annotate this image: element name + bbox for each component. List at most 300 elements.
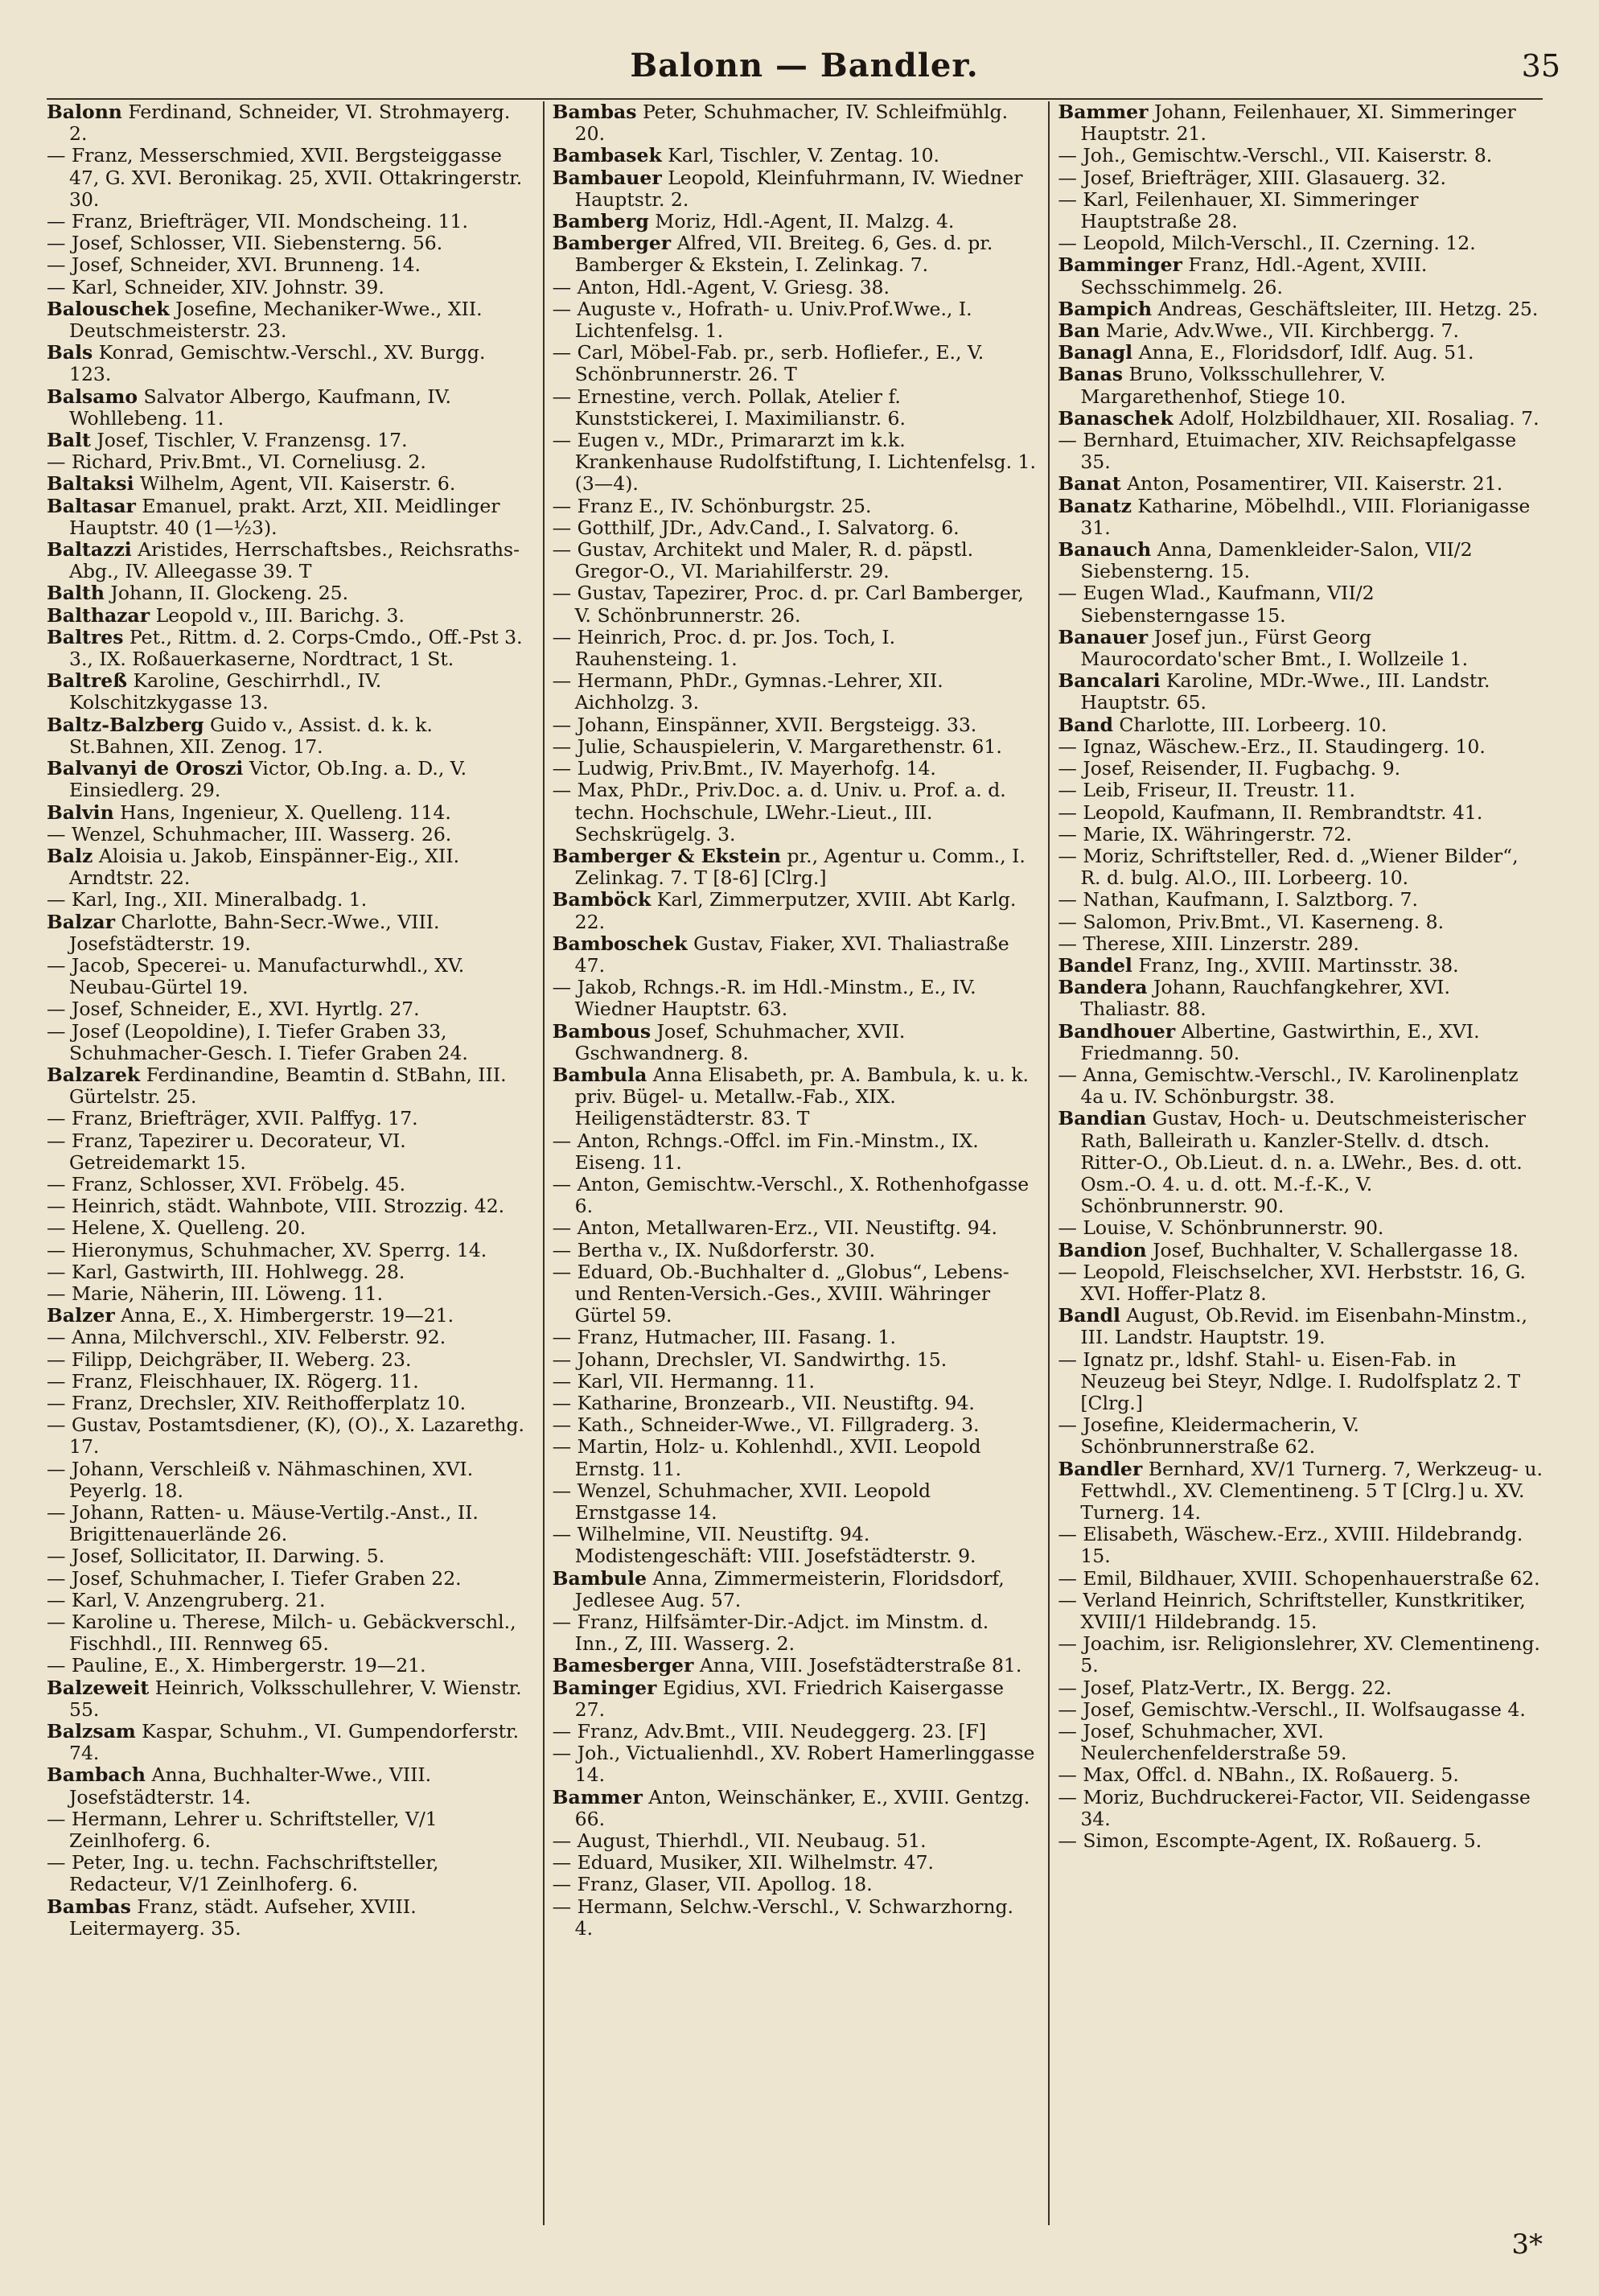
directory-entry — [47, 1545, 532, 1567]
entry-text: Aloisia u. Jakob, Einspänner-Eig., XII. Arndtstr. 22. — [69, 844, 460, 890]
directory-entry — [1058, 539, 1543, 582]
directory-entry — [1058, 496, 1543, 539]
entry-text: — Gustav, Architekt und Maler, R. d. päpstl. Gregor-O., VI. Mariahilferstr. 29. — [552, 538, 974, 583]
entry-surname: Balzeweit — [47, 1676, 150, 1699]
directory-entry — [553, 582, 1038, 626]
directory-entry — [553, 1327, 1038, 1348]
entry-text: Andreas, Geschäftsleiter, III. Hetzg. 25. — [1152, 297, 1539, 320]
entry-surname: Balt — [47, 429, 91, 452]
column-2 — [543, 101, 1038, 2225]
directory-entry — [1058, 846, 1543, 889]
entry-text: — Auguste v., Hofrath- u. Univ.Prof.Wwe., I. Lichtenfelsg. 1. — [552, 297, 972, 343]
entry-surname: Bampich — [1058, 297, 1153, 320]
entry-text: — Karl, V. Anzengruberg. 21. — [47, 1588, 326, 1611]
entry-text: — Carl, Möbel-Fab. pr., serb. Hofliefer., E., V. Schönbrunnerstr. 26. T — [552, 341, 984, 386]
directory-entry — [1058, 802, 1543, 824]
entry-surname: Bambas — [47, 1895, 131, 1918]
directory-entry — [47, 211, 532, 232]
entry-text: Ferdinand, Schneider, VI. Strohmayerg. 2. — [69, 101, 511, 146]
entry-text: Katharine, Möbelhdl., VIII. Florianigasse 31. — [1080, 494, 1531, 539]
entry-surname: Baltaksi — [47, 472, 134, 496]
directory-entry — [553, 145, 1038, 167]
entry-text: — Franz E., IV. Schönburgstr. 25. — [552, 494, 872, 517]
entry-text: — Heinrich, städt. Wahnbote, VIII. Strozzig. 42. — [47, 1195, 505, 1218]
directory-entry — [47, 1393, 532, 1414]
entry-text: — Julie, Schauspielerin, V. Margarethenstr. 61. — [552, 734, 1002, 758]
entry-surname: Baminger — [552, 1676, 657, 1699]
entry-surname: Bals — [47, 341, 93, 364]
entry-text: Karoline, MDr.-Wwe., III. Landstr. Hauptstr. 65. — [1080, 669, 1490, 714]
entry-text: — Simon, Escompte-Agent, IX. Roßauerg. 5. — [1058, 1829, 1482, 1853]
directory-entry — [47, 714, 532, 758]
directory-entry — [47, 1021, 532, 1064]
directory-entry — [553, 1217, 1038, 1239]
directory-entry — [47, 232, 532, 254]
directory-entry — [1058, 473, 1543, 495]
directory-entry — [1058, 758, 1543, 780]
directory-entry — [553, 1611, 1038, 1655]
directory-entry — [553, 627, 1038, 670]
entry-surname: Bambula — [552, 1063, 647, 1086]
directory-entry — [1058, 1349, 1543, 1415]
directory-entry — [47, 386, 532, 430]
directory-entry — [1058, 1699, 1543, 1721]
directory-entry — [1058, 1021, 1543, 1064]
directory-entry — [1058, 430, 1543, 473]
directory-entry — [47, 1217, 532, 1239]
entry-text: — Max, PhDr., Priv.Doc. a. d. Univ. u. Prof. a. d. techn. Hochschule, LWehr.-Lieut., III. Sechskrügelg. 3. — [552, 779, 1006, 846]
entry-text: — Franz, Tapezirer u. Decorateur, VI. Getreidemarkt 15. — [47, 1129, 406, 1174]
entry-text: — Helene, X. Quelleng. 20. — [47, 1216, 306, 1240]
entry-surname: Bamberger — [552, 232, 672, 255]
directory-entry — [47, 1064, 532, 1108]
entry-text: — Franz, Adv.Bmt., VIII. Neudeggerg. 23. [F] — [552, 1720, 987, 1743]
directory-entry — [553, 1721, 1038, 1743]
entry-text: — Hermann, Selchw.-Verschl., V. Schwarzhorng. 4. — [552, 1895, 1013, 1940]
directory-entry — [47, 1852, 532, 1895]
entry-surname: Bandion — [1058, 1238, 1147, 1261]
entry-text: Anna, VIII. Josefstädterstraße 81. — [693, 1654, 1022, 1677]
entry-text: — Elisabeth, Wäschew.-Erz., XVIII. Hildebrandg. 15. — [1058, 1523, 1523, 1568]
directory-entry — [1058, 1240, 1543, 1261]
entry-text: Bernhard, XV/1 Turnerg. 7, Werkzeug- u. Fettwhdl., XV. Clementineng. 5 T [Clrg.] u. XV. Turnerg. 14. — [1080, 1457, 1543, 1524]
directory-entry — [553, 298, 1038, 342]
entry-surname: Band — [1058, 713, 1113, 736]
entry-text: Heinrich, Volksschullehrer, V. Wienstr. 55. — [69, 1676, 522, 1721]
entry-text: Charlotte, III. Lorbeerg. 10. — [1112, 713, 1387, 736]
entry-surname: Ban — [1058, 319, 1100, 343]
entry-text: — Johann, Ratten- u. Mäuse-Vertilg.-Anst., II. Brigittenauerlände 26. — [47, 1501, 479, 1546]
entry-text: Salvator Albergo, Kaufmann, IV. Wohllebeng. 11. — [69, 385, 452, 430]
directory-entry — [1058, 1459, 1543, 1524]
entry-text: Alfred, VII. Breiteg. 6, Ges. d. pr. Bamberger & Ekstein, I. Zelinkag. 7. — [574, 232, 993, 277]
entry-text: Josefine, Mechaniker-Wwe., XII. Deutschmeisterstr. 23. — [69, 297, 483, 343]
entry-text: — Josef (Leopoldine), I. Tiefer Graben 33, Schuhmacher-Gesch. I. Tiefer Graben 24. — [47, 1019, 468, 1064]
directory-entry — [1058, 1590, 1543, 1633]
directory-entry — [1058, 955, 1543, 977]
directory-entry — [47, 1195, 532, 1217]
entry-text: — Josef, Schlosser, VII. Siebensterng. 56. — [47, 232, 443, 255]
directory-entry — [47, 1261, 532, 1283]
entry-text: — Josef, Reisender, II. Fugbachg. 9. — [1058, 757, 1401, 780]
entry-text: — Salomon, Priv.Bmt., VI. Kaserneng. 8. — [1058, 910, 1445, 933]
directory-entry — [47, 1283, 532, 1305]
entry-surname: Bamminger — [1058, 253, 1182, 277]
entry-surname: Banauch — [1058, 538, 1152, 562]
directory-entry — [47, 605, 532, 627]
directory-entry — [553, 1240, 1038, 1261]
entry-text: Moriz, Hdl.-Agent, II. Malzg. 4. — [648, 210, 955, 233]
directory-entry — [1058, 254, 1543, 298]
entry-surname: Balthazar — [47, 603, 150, 627]
directory-entry — [553, 1568, 1038, 1611]
directory-entry — [1058, 1064, 1543, 1108]
entry-surname: Bandl — [1058, 1304, 1120, 1327]
page-title: Balonn — Bandler. — [630, 47, 979, 84]
entry-text: Anna, Zimmermeisterin, Floridsdorf, Jedlesee Aug. 57. — [574, 1566, 1005, 1611]
directory-entry — [1058, 627, 1543, 670]
directory-entry — [553, 167, 1038, 211]
directory-entry — [47, 145, 532, 211]
entry-text: — Eduard, Musiker, XII. Wilhelmstr. 47. — [552, 1851, 935, 1874]
entry-surname: Balonn — [47, 101, 122, 123]
directory-entry — [47, 802, 532, 824]
directory-entry — [1058, 1217, 1543, 1239]
directory-entry — [553, 977, 1038, 1020]
entry-text: — Josef, Schuhmacher, XVI. Neulerchenfelderstraße 59. — [1058, 1720, 1347, 1765]
entry-text: — Filipp, Deichgräber, II. Weberg. 23. — [47, 1348, 412, 1371]
entry-text: Johann, Feilenhauer, XI. Simmeringer Hauptstr. 21. — [1080, 101, 1516, 146]
directory-entry — [553, 277, 1038, 298]
directory-entry — [553, 539, 1038, 582]
directory-entry — [47, 670, 532, 714]
entry-text: — Leib, Friseur, II. Treustr. 11. — [1058, 779, 1355, 802]
entry-text: Egidius, XVI. Friedrich Kaisergasse 27. — [574, 1676, 1005, 1721]
entry-text: — Johann, Verschleiß v. Nähmaschinen, XVI. Peyerlg. 18. — [47, 1457, 474, 1502]
entry-text: Peter, Schuhmacher, IV. Schleifmühlg. 20. — [574, 101, 1009, 146]
entry-surname: Bamberg — [552, 210, 649, 233]
entry-surname: Bancalari — [1058, 669, 1161, 693]
directory-entry — [47, 824, 532, 846]
directory-entry — [553, 232, 1038, 276]
directory-entry — [47, 1568, 532, 1590]
entry-text: — Leopold, Kaufmann, II. Rembrandtstr. 41. — [1058, 800, 1483, 824]
entry-text: — Richard, Priv.Bmt., VI. Corneliusg. 2. — [47, 451, 426, 474]
entry-surname: Bambach — [47, 1763, 146, 1787]
entry-text: — Gustav, Tapezirer, Proc. d. pr. Carl Bamberger, V. Schönbrunnerstr. 26. — [552, 582, 1024, 627]
entry-text: Leopold, Kleinfuhrmann, IV. Wiedner Hauptstr. 2. — [574, 166, 1023, 211]
directory-entry — [553, 517, 1038, 539]
directory-entry — [553, 933, 1038, 977]
entry-text: — Ludwig, Priv.Bmt., IV. Mayerhofg. 14. — [552, 757, 936, 780]
entry-surname: Balzar — [47, 910, 115, 933]
entry-text: — Pauline, E., X. Himbergerstr. 19—21. — [47, 1654, 426, 1677]
directory-entry — [553, 1787, 1038, 1830]
entry-text: — Joh., Victualienhdl., XV. Robert Hamerlinggasse 14. — [552, 1742, 1035, 1787]
entry-surname: Banas — [1058, 363, 1123, 386]
entry-surname: Balvin — [47, 800, 114, 824]
entry-text: — Josef, Schneider, XVI. Brunneng. 14. — [47, 253, 421, 277]
entry-text: Anna Elisabeth, pr. A. Bambula, k. u. k. priv. Bügel- u. Metallw.-Fab., XIX. Heiligenstädterstr. 83. T — [574, 1063, 1029, 1130]
directory-entry — [1058, 320, 1543, 342]
entry-surname: Balz — [47, 844, 93, 867]
directory-entry — [47, 627, 532, 670]
directory-entry — [553, 1480, 1038, 1524]
directory-entry — [47, 1611, 532, 1655]
entry-text: — Leopold, Milch-Verschl., II. Czerning. 12. — [1058, 232, 1476, 255]
directory-entry — [553, 1261, 1038, 1327]
directory-entry — [1058, 977, 1543, 1020]
entry-text: Franz, Ing., XVIII. Martinsstr. 38. — [1132, 953, 1459, 977]
entry-text: — Eugen Wlad., Kaufmann, VII/2 Siebensterngasse 15. — [1058, 582, 1375, 627]
directory-entry — [47, 1371, 532, 1393]
entry-text: Karoline, Geschirrhdl., IV. Kolschitzkygasse 13. — [69, 669, 382, 714]
entry-text: — Verland Heinrich, Schriftsteller, Kunstkritiker, XVIII/1 Hildebrandg. 15. — [1058, 1588, 1526, 1634]
entry-text: Konrad, Gemischtw.-Verschl., XV. Burgg. 123. — [69, 341, 486, 386]
directory-entry — [47, 101, 532, 145]
entry-text: — Franz, Schlosser, XVI. Fröbelg. 45. — [47, 1172, 406, 1195]
entry-surname: Bamböck — [552, 888, 652, 911]
entry-surname: Bandhouer — [1058, 1019, 1176, 1043]
directory-entry — [553, 1393, 1038, 1414]
entry-text: — Marie, IX. Währingerstr. 72. — [1058, 822, 1352, 846]
column-3 — [1048, 101, 1543, 2225]
entry-text: — Emil, Bildhauer, XVIII. Schopenhauerstraße 62. — [1058, 1566, 1540, 1590]
directory-entry — [47, 1764, 532, 1808]
entry-surname: Bandian — [1058, 1107, 1147, 1130]
entry-text: — Moriz, Buchdruckerei-Factor, VII. Seidengasse 34. — [1058, 1785, 1531, 1830]
directory-entry — [553, 1852, 1038, 1874]
entry-text: — Eugen v., MDr., Primararzt im k.k. Krankenhause Rudolfstiftung, I. Lichtenfelsg. 1. (3—4). — [552, 429, 1036, 496]
entry-surname: Baltreß — [47, 669, 128, 693]
directory-entry — [553, 889, 1038, 932]
directory-entry — [553, 1021, 1038, 1064]
entry-text: Albertine, Gastwirthin, E., XVI. Friedmanng. 50. — [1080, 1019, 1480, 1064]
entry-text: — Josef, Briefträger, XIII. Glasauerg. 32. — [1058, 166, 1447, 189]
entry-text: Guido v., Assist. d. k. k. St.Bahnen, XII. Zenog. 17. — [69, 713, 433, 758]
entry-text: Josef jun., Fürst Georg Maurocordato'scher Bmt., I. Wollzeile 1. — [1080, 625, 1469, 671]
directory-entry — [1058, 780, 1543, 801]
entry-text: — Karl, Feilenhauer, XI. Simmeringer Hauptstraße 28. — [1058, 187, 1419, 233]
entry-text: — Gustav, Postamtsdiener, (K), (O)., X. Lazarethg. 17. — [47, 1413, 524, 1459]
entry-text: — Marie, Näherin, III. Löweng. 11. — [47, 1282, 384, 1305]
entry-surname: Baltasar — [47, 494, 136, 517]
entry-text: — Franz, Fleischhauer, IX. Rögerg. 11. — [47, 1369, 419, 1393]
directory-entry — [47, 955, 532, 998]
entry-text: Anna, E., X. Himbergerstr. 19—21. — [114, 1304, 454, 1327]
entry-text: Anna, Buchhalter-Wwe., VIII. Josefstädterstr. 14. — [69, 1763, 432, 1808]
entry-surname: Banat — [1058, 472, 1121, 496]
entry-text: Karl, Tischler, V. Zentag. 10. — [661, 144, 940, 167]
directory-entry — [553, 496, 1038, 517]
entry-text: — Franz, Hilfsämter-Dir.-Adjct. im Minstm. d. Inn., Z, III. Wasserg. 2. — [552, 1611, 989, 1656]
directory-entry — [553, 101, 1038, 145]
directory-entry — [1058, 1830, 1543, 1852]
directory-entry — [47, 342, 532, 385]
entry-text: — Louise, V. Schönbrunnerstr. 90. — [1058, 1216, 1384, 1240]
entry-surname: Balsamo — [47, 385, 138, 408]
entry-surname: Baltres — [47, 625, 124, 648]
entry-surname: Bambas — [552, 101, 637, 123]
entry-text: — Joachim, isr. Religionslehrer, XV. Clementineng. 5. — [1058, 1632, 1540, 1677]
entry-surname: Baltz-Balzberg — [47, 713, 204, 736]
entry-surname: Bamboschek — [552, 932, 688, 955]
entry-text: — Katharine, Bronzearb., VII. Neustiftg. 94. — [552, 1391, 975, 1414]
entry-text: — Josef, Schneider, E., XVI. Hyrtlg. 27. — [47, 998, 420, 1021]
entry-text: — Karl, Schneider, XIV. Johnstr. 39. — [47, 275, 384, 298]
directory-entry — [553, 1874, 1038, 1895]
entry-text: — Anton, Rchngs.-Offcl. im Fin.-Minstm., IX. Eiseng. 11. — [552, 1129, 979, 1174]
entry-text: — August, Thierhdl., VII. Neubaug. 51. — [552, 1829, 927, 1853]
entry-text: Josef, Schuhmacher, XVII. Gschwandnerg. 8. — [574, 1019, 906, 1064]
entry-text: Franz, städt. Aufseher, XVIII. Leitermayerg. 35. — [69, 1895, 417, 1940]
entry-text: pr., Agentur u. Comm., I. Zelinkag. 7. T [8-6] [Clrg.] — [574, 844, 1026, 890]
entry-text: Charlotte, Bahn-Secr.-Wwe., VIII. Josefstädterstr. 19. — [69, 910, 440, 955]
directory-entry — [1058, 232, 1543, 254]
entry-text: Hans, Ingenieur, X. Quelleng. 114. — [113, 800, 451, 824]
entry-text: — Karl, Gastwirth, III. Hohlwegg. 28. — [47, 1260, 405, 1283]
entry-text: Marie, Adv.Wwe., VII. Kirchbergg. 7. — [1100, 319, 1459, 343]
entry-text: Franz, Hdl.-Agent, XVIII. Sechsschimmelg. 26. — [1080, 253, 1428, 298]
directory-entry — [47, 1240, 532, 1261]
directory-entry — [1058, 364, 1543, 407]
entry-text: — Josef, Gemischtw.-Verschl., II. Wolfsaugasse 4. — [1058, 1697, 1526, 1721]
directory-entry — [553, 758, 1038, 780]
entry-text: — Johann, Drechsler, VI. Sandwirthg. 15. — [552, 1348, 947, 1371]
directory-columns — [47, 101, 1543, 2225]
directory-entry — [553, 1830, 1038, 1852]
directory-entry — [47, 496, 532, 539]
entry-text: — Gotthilf, JDr., Adv.Cand., I. Salvatorg. 6. — [552, 516, 960, 539]
entry-text: — Josef, Platz-Vertr., IX. Bergg. 22. — [1058, 1676, 1392, 1699]
directory-entry — [553, 1743, 1038, 1786]
entry-text: — Franz, Hutmacher, III. Fasang. 1. — [552, 1326, 896, 1349]
directory-entry — [47, 430, 532, 451]
directory-entry — [553, 1436, 1038, 1479]
entry-surname: Banatz — [1058, 494, 1132, 517]
entry-text: August, Ob.Revid. im Eisenbahn-Minstm., III. Landstr. Hauptstr. 19. — [1080, 1304, 1527, 1349]
directory-entry — [47, 758, 532, 801]
directory-entry — [47, 1174, 532, 1195]
entry-surname: Banagl — [1058, 341, 1133, 364]
directory-entry — [553, 1064, 1038, 1130]
entry-text: — Karoline u. Therese, Milch- u. Gebäckverschl., Fischhdl., III. Rennweg 65. — [47, 1611, 516, 1656]
directory-entry — [553, 386, 1038, 430]
directory-entry — [47, 1590, 532, 1611]
entry-surname: Bambous — [552, 1019, 652, 1043]
entry-surname: Bammer — [1058, 101, 1149, 123]
entry-text: Gustav, Fiaker, XVI. Thaliastraße 47. — [574, 932, 1009, 977]
directory-entry — [1058, 889, 1543, 911]
entry-text: — Anna, Gemischtw.-Verschl., IV. Karolinenplatz 4a u. IV. Schönburgstr. 38. — [1058, 1063, 1519, 1109]
entry-text: Gustav, Hoch- u. Deutschmeisterischer Rath, Balleirath u. Kanzler-Stellv. d. dtsch. Ritter-O., Ob.Lieut. d. n. a. LWehr., Bes. d. ott. Osm.-O. 4. u. d. ott. M.-f.-K., V. Schönbrunnerstr. 90. — [1080, 1107, 1526, 1218]
directory-entry — [553, 846, 1038, 889]
entry-surname: Bambasek — [552, 144, 662, 167]
entry-text: — Joh., Gemischtw.-Verschl., VII. Kaiserstr. 8. — [1058, 144, 1493, 167]
entry-text: — Max, Offcl. d. NBahn., IX. Roßauerg. 5. — [1058, 1763, 1459, 1787]
directory-entry — [553, 211, 1038, 232]
directory-entry — [1058, 298, 1543, 320]
entry-text: — Hermann, PhDr., Gymnas.-Lehrer, XII. Aichholzg. 3. — [552, 669, 943, 714]
entry-surname: Bandel — [1058, 953, 1132, 977]
entry-text: Anton, Posamentirer, VII. Kaiserstr. 21. — [1120, 472, 1503, 496]
directory-entry — [553, 1677, 1038, 1721]
directory-entry — [1058, 101, 1543, 145]
directory-entry — [47, 1327, 532, 1348]
entry-text: — Heinrich, Proc. d. pr. Jos. Toch, I. Rauhensteing. 1. — [552, 625, 896, 671]
entry-text: — Kath., Schneider-Wwe., VI. Fillgraderg. 3. — [552, 1413, 980, 1437]
entry-text: — Therese, XIII. Linzerstr. 289. — [1058, 932, 1359, 955]
directory-entry — [1058, 933, 1543, 955]
entry-text: — Nathan, Kaufmann, I. Salztborg. 7. — [1058, 888, 1418, 911]
directory-entry — [47, 1721, 532, 1764]
entry-text: — Franz, Glaser, VII. Apollog. 18. — [552, 1873, 873, 1896]
directory-entry — [1058, 670, 1543, 714]
directory-entry — [47, 1414, 532, 1458]
directory-entry — [1058, 1305, 1543, 1348]
directory-entry — [1058, 1633, 1543, 1677]
directory-entry — [1058, 342, 1543, 364]
directory-entry — [47, 1305, 532, 1327]
entry-text: — Hieronymus, Schuhmacher, XV. Sperrg. 14. — [47, 1238, 487, 1261]
entry-text: Leopold v., III. Barichg. 3. — [150, 603, 405, 627]
entry-text: — Johann, Einspänner, XVII. Bergsteigg. 33. — [552, 713, 977, 736]
entry-text: — Wilhelmine, VII. Neustiftg. 94. Modistengeschäft: VIII. Josefstädterstr. 9. — [552, 1523, 976, 1568]
entry-text: Johann, Rauchfangkehrer, XVI. Thaliastr. 88. — [1080, 976, 1450, 1021]
entry-text: Aristides, Herrschaftsbes., Reichsraths-Abg., IV. Alleegasse 39. T — [69, 538, 520, 583]
entry-text: Wilhelm, Agent, VII. Kaiserstr. 6. — [134, 472, 456, 496]
directory-entry — [47, 1108, 532, 1129]
directory-entry — [553, 736, 1038, 758]
entry-text: — Anton, Gemischtw.-Verschl., X. Rothenhofgasse 6. — [552, 1172, 1030, 1218]
entry-surname: Bammer — [552, 1785, 643, 1808]
directory-entry — [47, 298, 532, 342]
page-number: 35 — [1521, 48, 1560, 84]
entry-text: — Josef, Schuhmacher, I. Tiefer Graben 22. — [47, 1566, 462, 1590]
entry-text: — Hermann, Lehrer u. Schriftsteller, V/1 Zeinlhoferg. 6. — [47, 1807, 438, 1853]
entry-text: Ferdinandine, Beamtin d. StBahn, III. Gürtelstr. 25. — [69, 1063, 507, 1109]
entry-text: — Leopold, Fleischselcher, XVI. Herbststr. 16, G. XVI. Hoffer-Platz 8. — [1058, 1260, 1526, 1305]
signature-mark: 3* — [1511, 2228, 1543, 2261]
directory-entry — [1058, 167, 1543, 189]
directory-entry — [1058, 1787, 1543, 1830]
entry-text: — Franz, Briefträger, XVII. Palffyg. 17. — [47, 1107, 418, 1130]
entry-surname: Bamesberger — [552, 1654, 694, 1677]
entry-text: Adolf, Holzbildhauer, XII. Rosaliag. 7. — [1173, 406, 1539, 430]
directory-entry — [553, 1349, 1038, 1371]
entry-text: — Ignaz, Wäschew.-Erz., II. Staudingerg. 10. — [1058, 734, 1486, 758]
directory-entry — [553, 342, 1038, 385]
directory-entry — [47, 473, 532, 495]
directory-entry — [47, 1655, 532, 1677]
directory-entry — [1058, 911, 1543, 933]
directory-entry — [1058, 824, 1543, 846]
directory-entry — [47, 1502, 532, 1545]
entry-text: Johann, II. Glockeng. 25. — [104, 582, 349, 605]
entry-text: — Martin, Holz- u. Kohlenhdl., XVII. Leopold Ernstg. 11. — [552, 1435, 981, 1480]
entry-text: — Wenzel, Schuhmacher, XVII. Leopold Ernstgasse 14. — [552, 1479, 931, 1524]
directory-entry — [47, 582, 532, 604]
directory-entry — [1058, 1721, 1543, 1764]
directory-entry — [47, 1896, 532, 1940]
entry-text: — Peter, Ing. u. techn. Fachschriftsteller, Redacteur, V/1 Zeinlhoferg. 6. — [47, 1851, 439, 1896]
entry-surname: Banaschek — [1058, 406, 1174, 430]
entry-text: Kaspar, Schuhm., VI. Gumpendorferstr. 74. — [69, 1720, 520, 1765]
entry-text: — Karl, Ing., XII. Mineralbadg. 1. — [47, 888, 368, 911]
entry-surname: Balth — [47, 582, 105, 605]
directory-entry — [553, 1655, 1038, 1677]
entry-surname: Balvanyi de Oroszi — [47, 757, 244, 780]
